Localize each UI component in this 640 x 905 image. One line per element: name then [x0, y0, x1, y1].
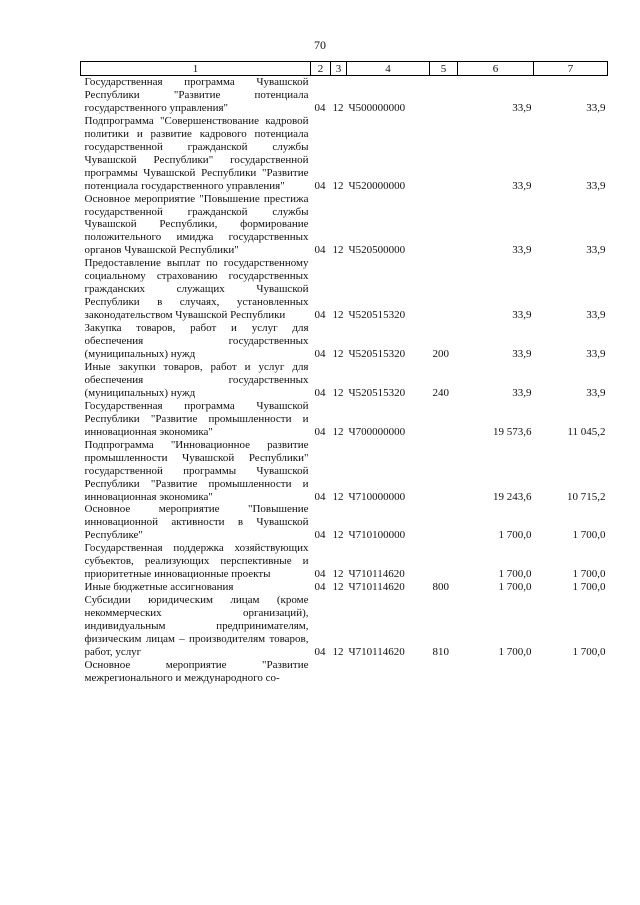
cell-expense-type — [430, 193, 458, 258]
table-row — [81, 193, 608, 258]
cell-target-code: Ч520515320 — [348, 348, 406, 361]
cell-amount-year2: 33,9 — [586, 348, 606, 361]
column-header: 1 — [81, 62, 311, 76]
cell-amount-year1: 33,9 — [512, 179, 532, 192]
cell-target-code: Ч710114620 — [348, 581, 405, 594]
cell-amount-year1: 1 700,0 — [498, 529, 532, 542]
cell-amount-year1: 33,9 — [512, 244, 532, 257]
cell-target-code: Ч520515320 — [348, 386, 406, 399]
cell-expense-type — [430, 503, 458, 542]
cell-amount-year2: 11 045,2 — [567, 425, 606, 438]
cell-subsection: 12 — [332, 581, 344, 594]
cell-amount-year1: 1 700,0 — [498, 581, 532, 594]
page-number: 70 — [314, 38, 326, 52]
column-header: 4 — [347, 62, 430, 76]
row-name: Государственная программа Чувашской Республики "Развитие потенциала государственного управления" — [84, 76, 309, 114]
cell-expense-type: 240 — [432, 386, 449, 399]
cell-amount-year2: 1 700,0 — [572, 645, 606, 658]
cell-amount-year2: 1 700,0 — [572, 581, 606, 594]
cell-amount-year1: 33,9 — [512, 386, 532, 399]
column-header: 7 — [534, 62, 608, 76]
cell-target-code: Ч520000000 — [348, 179, 406, 192]
cell-subsection: 12 — [332, 645, 344, 658]
cell-section: 04 — [314, 386, 326, 399]
cell-amount-year2: 1 700,0 — [572, 568, 606, 581]
cell-amount-year1: 33,9 — [512, 101, 532, 114]
table-row — [81, 257, 608, 322]
table-row — [81, 542, 608, 581]
table-header-row — [81, 62, 608, 76]
row-name: Субсидии юридическим лицам (кроме некоммерческих организаций), индивидуальным предпринимателям, физическим лицам – производителям товаров, работ, услуг — [84, 594, 309, 658]
cell-amount-year2: 33,9 — [586, 179, 606, 192]
cell-section: 04 — [314, 309, 326, 322]
cell-expense-type — [430, 439, 458, 504]
cell-subsection: 12 — [332, 179, 344, 192]
cell-target-code — [347, 659, 430, 685]
cell-expense-type — [430, 400, 458, 439]
cell-target-code: Ч520515320 — [348, 309, 406, 322]
cell-target-code: Ч710114620 — [348, 645, 405, 658]
cell-amount-year1: 33,9 — [512, 309, 532, 322]
column-header: 2 — [311, 62, 331, 76]
cell-section: 04 — [314, 244, 326, 257]
cell-section: 04 — [314, 425, 326, 438]
cell-subsection: 12 — [332, 348, 344, 361]
cell-amount-year2: 33,9 — [586, 386, 606, 399]
cell-subsection: 12 — [332, 568, 344, 581]
cell-amount-year2: 33,9 — [586, 244, 606, 257]
cell-target-code: Ч520500000 — [348, 244, 406, 257]
cell-subsection: 12 — [332, 490, 344, 503]
row-name: Подпрограмма "Совершенствование кадровой политики и развитие кадрового потенциала государственной гражданской службы Чувашской Республики" государственной программы Чувашской Республики "Развитие потенциала государственного управления" — [84, 114, 309, 192]
cell-section: 04 — [314, 581, 326, 594]
column-header: 5 — [430, 62, 458, 76]
cell-target-code: Ч710000000 — [348, 490, 406, 503]
row-name: Иные бюджетные ассигнования — [84, 581, 234, 594]
cell-subsection: 12 — [332, 425, 344, 438]
cell-amount-year1: 1 700,0 — [498, 568, 532, 581]
cell-target-code: Ч710100000 — [348, 529, 406, 542]
cell-subsection: 12 — [332, 244, 344, 257]
cell-amount-year1: 33,9 — [512, 348, 532, 361]
row-name: Предоставление выплат по государственному социальному страхованию государственных гражданских служащих Чувашской Республики в случаях, установленных законодательством Чувашской Республики — [84, 257, 309, 322]
column-header: 6 — [458, 62, 534, 76]
cell-subsection: 12 — [332, 529, 344, 542]
cell-section: 04 — [314, 101, 326, 114]
cell-amount-year2: 33,9 — [586, 309, 606, 322]
cell-section: 04 — [314, 645, 326, 658]
cell-target-code: Ч710114620 — [348, 568, 405, 581]
cell-amount-year1 — [458, 659, 534, 685]
row-name: Основное мероприятие "Повышение престижа государственной гражданской службы Чувашской Республики, формирование положительного имиджа государственных органов Чувашской Республики" — [84, 192, 309, 257]
cell-subsection — [331, 659, 347, 685]
cell-expense-type — [430, 542, 458, 581]
cell-amount-year2: 10 715,2 — [567, 490, 606, 503]
table-row — [81, 76, 608, 115]
row-name: Государственная поддержка хозяйствующих субъектов, реализующих перспективные и приоритетные инновационные проекты — [84, 542, 309, 581]
cell-subsection: 12 — [332, 386, 344, 399]
cell-expense-type — [430, 659, 458, 685]
row-name: Государственная программа Чувашской Республики "Развитие промышленности и инновационная экономика" — [84, 399, 309, 438]
table-row — [81, 659, 608, 685]
cell-amount-year2 — [534, 659, 608, 685]
column-header: 3 — [331, 62, 347, 76]
table-row — [81, 581, 608, 594]
cell-amount-year1: 1 700,0 — [498, 645, 532, 658]
row-name: Основное мероприятие "Развитие межрегионального и международного со- — [84, 658, 309, 684]
cell-section: 04 — [314, 348, 326, 361]
table-row — [81, 400, 608, 439]
cell-expense-type: 810 — [432, 645, 449, 658]
cell-expense-type — [430, 115, 458, 193]
cell-expense-type — [430, 76, 458, 115]
cell-section: 04 — [314, 179, 326, 192]
cell-subsection: 12 — [332, 101, 344, 114]
budget-table — [80, 61, 608, 685]
row-name: Иные закупки товаров, работ и услуг для обеспечения государственных (муниципальных) нужд — [84, 360, 309, 399]
table-row — [81, 322, 608, 361]
table-row — [81, 503, 608, 542]
table-row — [81, 439, 608, 504]
cell-amount-year1: 19 573,6 — [493, 425, 532, 438]
cell-target-code: Ч700000000 — [348, 425, 406, 438]
cell-expense-type: 800 — [432, 581, 449, 594]
row-name: Основное мероприятие "Повышение инновационной активности в Чувашской Республике" — [84, 503, 309, 542]
cell-section: 04 — [314, 490, 326, 503]
row-name: Закупка товаров, работ и услуг для обеспечения государственных (муниципальных) нужд — [84, 322, 309, 361]
cell-amount-year2: 33,9 — [586, 101, 606, 114]
cell-section: 04 — [314, 568, 326, 581]
cell-section: 04 — [314, 529, 326, 542]
cell-amount-year2: 1 700,0 — [572, 529, 606, 542]
cell-target-code: Ч500000000 — [348, 101, 406, 114]
cell-expense-type — [430, 257, 458, 322]
cell-expense-type: 200 — [432, 348, 449, 361]
cell-section — [311, 659, 331, 685]
cell-amount-year1: 19 243,6 — [493, 490, 532, 503]
table-row — [81, 361, 608, 400]
cell-subsection: 12 — [332, 309, 344, 322]
row-name: Подпрограмма "Инновационное развитие промышленности Чувашской Республики" государственной программы Чувашской Республики "Развитие промышленности и инновационная экономика" — [84, 438, 309, 503]
table-row — [81, 115, 608, 193]
table-row — [81, 594, 608, 659]
